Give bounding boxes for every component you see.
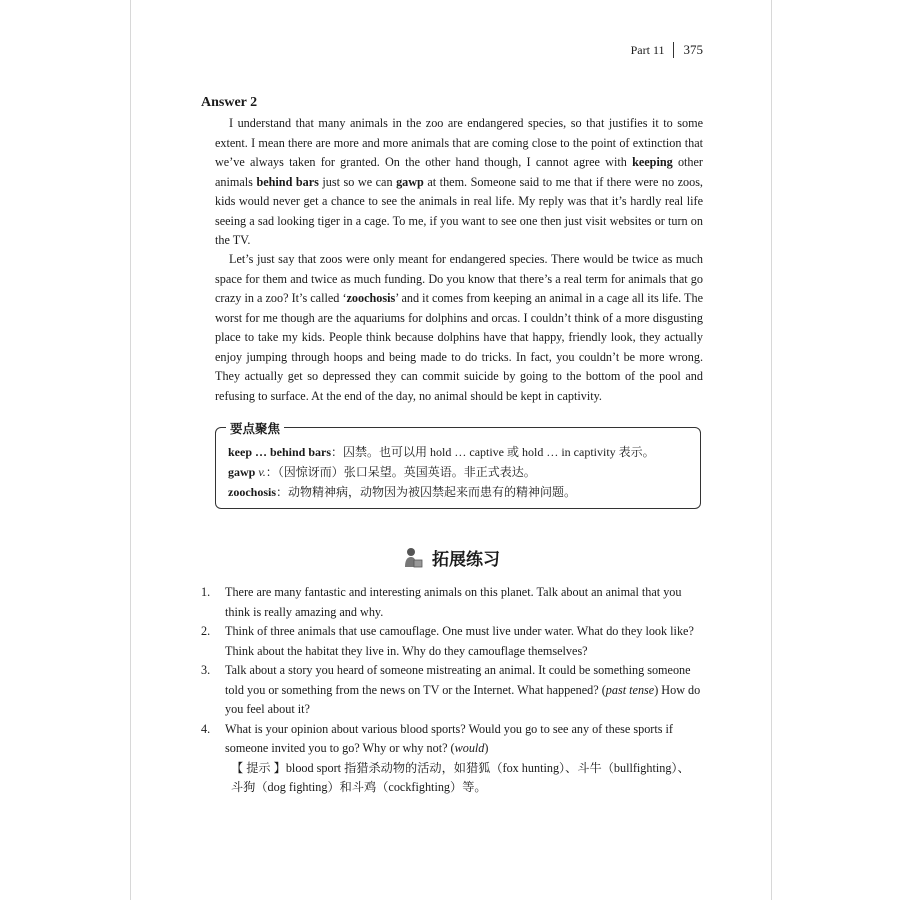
text-run: ’ and it comes from keeping an animal in a cage all its life. The worst for me though are the aquariums for dolphins and orcas. I couldn’t think of a more disgusting place to take my kids. People think because dolphins have that happy, friendly look, they actually enjoy jumping through hoops and being made to do tricks. In fact, you couldn’t be more wrong. They actually get so depressed they can commit suicide by going to the bottom of the pool and refusing to surface. At the end of the day, no animal should be kept in captivity. [215,291,703,403]
answer-paragraph-1 [215,114,703,251]
section-heading [131,545,771,570]
keyword-keeping: keeping [632,155,673,169]
answer-title: Answer 2 [201,95,258,110]
key-point-term: keep … behind bars [228,445,332,459]
book-page [130,0,772,900]
text-run: I understand that many animals in the zoo are endangered species, so that justifies it to some extent. I mean there are more and more animals that are coming close to the point of extinction that we’ve always taken for granted. On the other hand though, I cannot agree with [215,116,703,169]
exercise-text: Think of three animals that use camouflage. One must live under water. What do they look like? Think about the habitat they live in. Why do they camouflage themselves? [225,624,694,658]
part-of-speech: v. [255,465,266,479]
text-run: at them. Someone said to me that if there were no zoos, kids would never get a chance to see the animals in real life. My reply was that it’s hardly real life seeing a sad looking tiger in a cage. To me, if you want to see one then just visit websites or turn on the TV. [215,174,703,247]
key-point-term: zoochosis [228,485,276,499]
section-title: 拓展练习 [432,550,500,570]
key-points-box [215,421,701,509]
exercise-number: 1. [201,585,211,599]
keyword-behind-bars: behind bars [256,174,319,189]
keyword-zoochosis: zoochosis [346,291,396,305]
answer-paragraph-2 [215,250,703,406]
text-run: just so we can [318,174,397,189]
key-point-term: gawp [228,465,256,479]
text-run: ) [484,741,489,755]
exercise-item [201,583,701,622]
key-point-item [228,482,655,502]
key-point-definition: ：囚禁。也可以用 hold … captive 或 hold … in captivity 表示。 [331,445,655,459]
key-point-definition: ：（因惊讶而）张口呆望。英国英语。非正式表达。 [265,465,536,479]
exercise-item [201,720,701,759]
text-run: other animals [215,155,703,189]
exercise-text [225,661,701,720]
page-number: 375 [683,42,703,57]
key-point-item [228,442,655,462]
exercise-number: 4. [201,721,211,736]
exercise-item [201,661,701,720]
text-run: What is your opinion about various blood sports? Would you go to see any of these sports if someone invited you to go? Why or why not? ( [225,721,673,755]
exercise-list [201,583,701,798]
keyword-gawp: gawp [396,174,424,189]
key-point-definition: ：动物精神病，动物因为被囚禁起来而患有的精神问题。 [276,485,577,499]
hint-text: 【 提示 】blood sport 指猎杀动物的活动，如猎狐（fox hunting）、斗牛（bullfighting）、斗狗（dog fighting）和斗鸡（cockfighting）等。 [231,760,690,794]
grammar-cue: would [454,741,485,755]
key-points-title: 要点聚焦 [226,419,284,437]
key-point-item [228,462,655,482]
grammar-cue: past tense [605,682,655,697]
exercise-text: There are many fantastic and interesting animals on this planet. Talk about an animal that you think is really amazing and why. [225,585,682,619]
text-run: Talk about a story you heard of someone mistreating an animal. It could be something someone told you or something from the news on TV or the Internet. What happened? ( [225,663,691,697]
exercise-number: 3. [201,663,211,677]
header-divider [673,42,674,58]
exercise-text [225,720,701,759]
exercise-item [201,622,701,661]
running-head [631,42,703,58]
hint-item [201,759,701,798]
part-label: Part 11 [630,42,665,57]
text-run: Let’s just say that zoos were only meant for endangered species. There would be twice as much space for them and twice as much funding. Do you know that there’s a real term for animals that go crazy in a zoo? It’s called ‘ [215,252,703,305]
person-reading-icon [402,547,424,569]
text-run: ) How do you feel about it? [225,682,701,716]
exercise-number: 2. [201,624,211,638]
